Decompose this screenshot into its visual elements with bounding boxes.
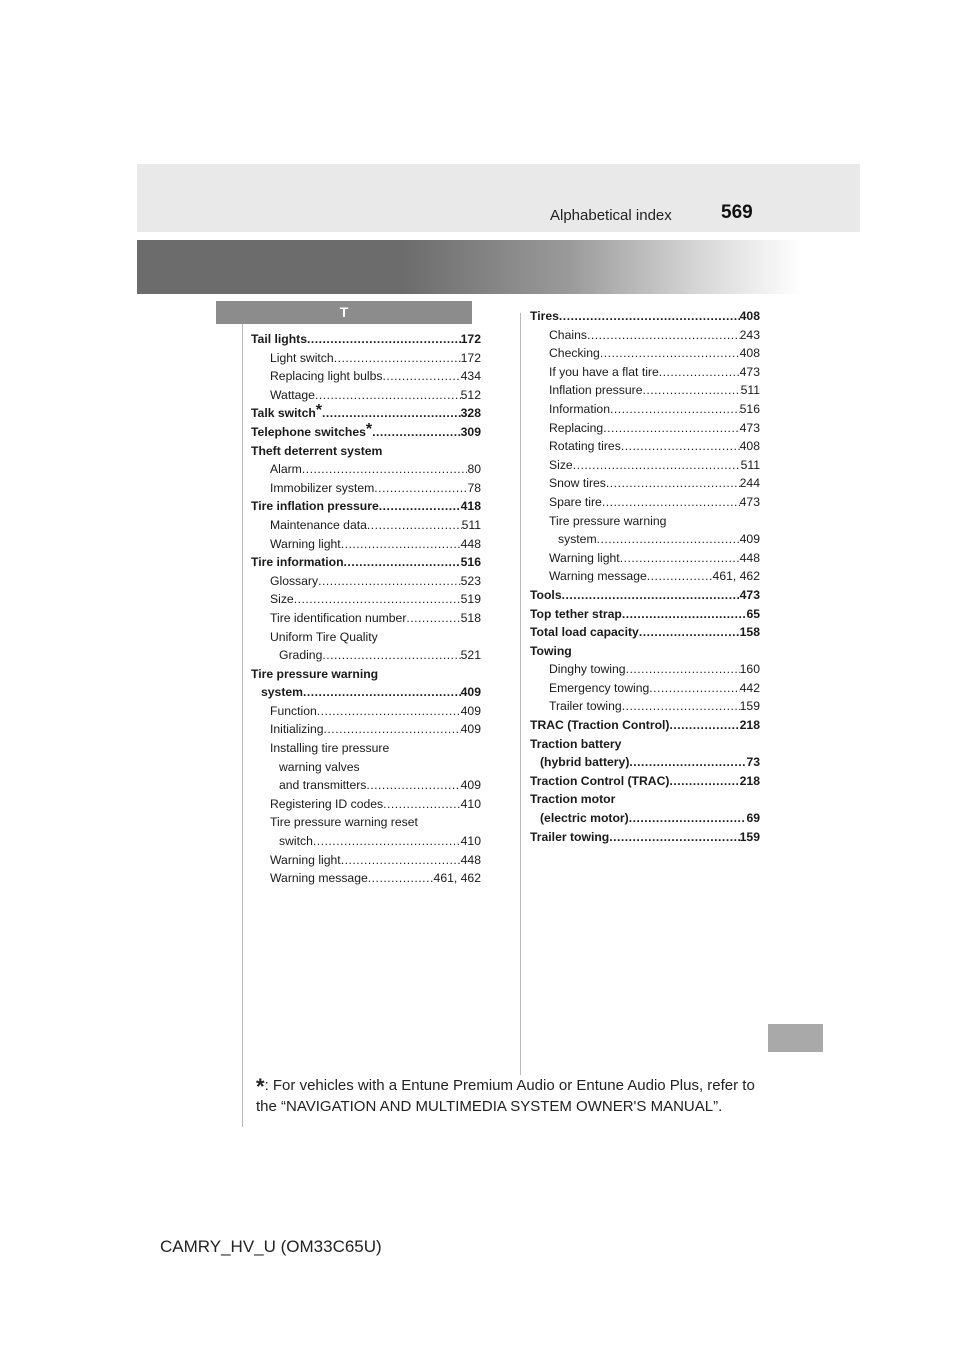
entry-label-text: Towing — [530, 643, 572, 658]
entry-label-text: Replacing light bulbs — [270, 369, 383, 384]
index-entry — [530, 642, 760, 661]
leader-dots — [307, 330, 461, 349]
entry-label-text: Maintenance data — [270, 517, 367, 532]
entry-page: 410 — [460, 796, 481, 811]
entry-label — [270, 572, 318, 591]
index-column-left — [251, 330, 481, 888]
entry-label — [279, 758, 360, 777]
entry-label — [549, 474, 606, 493]
entry-label-text: warning valves — [279, 759, 360, 774]
entry-label — [251, 497, 379, 516]
leader-dots — [378, 665, 481, 684]
entry-page: 461, 462 — [433, 871, 481, 886]
leader-dots — [383, 795, 461, 814]
entry-label-text: Tools — [530, 587, 562, 602]
index-entry — [530, 400, 760, 419]
leader-dots — [610, 400, 740, 419]
leader-dots — [629, 809, 747, 828]
entry-page: 448 — [460, 852, 481, 867]
entry-page: 243 — [739, 327, 760, 342]
footnote-marker: * — [315, 402, 323, 420]
entry-label — [270, 869, 368, 888]
entry-label — [549, 697, 622, 716]
index-entry — [530, 679, 760, 698]
index-entry — [251, 535, 481, 554]
entry-label-text: Chains — [549, 327, 587, 342]
leader-dots — [360, 758, 481, 777]
entry-label-text: Inflation pressure — [549, 383, 643, 398]
index-entry — [251, 420, 481, 442]
entry-label-text: Traction Control (TRAC) — [530, 773, 670, 788]
entry-label — [530, 716, 669, 735]
entry-label-text: Trailer towing — [549, 699, 622, 714]
entry-page: 518 — [460, 610, 481, 625]
leader-dots — [318, 572, 461, 591]
entry-label-text: Snow tires — [549, 476, 606, 491]
entry-page: 516 — [739, 401, 760, 416]
entry-page: 328 — [460, 406, 481, 421]
entry-label — [549, 326, 587, 345]
index-entry — [530, 772, 760, 791]
leader-dots — [367, 516, 462, 535]
entry-page: 511 — [461, 517, 481, 532]
entry-page: 512 — [460, 387, 481, 402]
entry-label-text: Initializing — [270, 722, 324, 737]
leader-dots — [609, 828, 739, 847]
index-entry — [530, 828, 760, 847]
entry-page: 523 — [460, 573, 481, 588]
index-entry — [251, 572, 481, 591]
entry-label-text: Theft deterrent system — [251, 443, 383, 458]
leader-dots — [629, 753, 746, 772]
entry-page: 159 — [739, 829, 760, 844]
entry-label-text: TRAC (Traction Control) — [530, 718, 670, 733]
entry-label-text: Total load capacity — [530, 625, 639, 640]
entry-label-text: Warning light — [270, 536, 341, 551]
entry-label — [530, 605, 622, 624]
page-number: 569 — [721, 202, 753, 223]
index-entry — [251, 832, 481, 851]
index-entry — [530, 493, 760, 512]
leader-dots — [334, 349, 461, 368]
entry-label-text: Tire pressure warning — [549, 513, 667, 528]
footnote-star: * — [256, 1074, 265, 1099]
leader-dots — [647, 567, 713, 586]
model-code: CAMRY_HV_U (OM33C65U) — [160, 1237, 382, 1256]
entry-label-text: and transmitters — [279, 778, 367, 793]
entry-label — [549, 679, 649, 698]
entry-label — [530, 623, 639, 642]
index-entry — [251, 553, 481, 572]
entry-page: 172 — [460, 350, 481, 365]
leader-dots — [562, 586, 740, 605]
entry-label — [251, 665, 378, 684]
entry-label-text: Function — [270, 703, 317, 718]
entry-label — [270, 739, 389, 758]
leader-dots — [621, 437, 740, 456]
index-entry — [251, 813, 481, 832]
entry-label-text: Glossary — [270, 573, 319, 588]
entry-label — [270, 535, 341, 554]
entry-label — [549, 549, 620, 568]
entry-label — [270, 479, 374, 498]
section-letter-bar: T — [216, 301, 472, 324]
index-entry — [251, 590, 481, 609]
entry-label-text: Dinghy towing — [549, 662, 626, 677]
entry-page: 244 — [739, 476, 760, 491]
entry-label-text: Registering ID codes — [270, 796, 384, 811]
entry-label — [270, 367, 382, 386]
entry-label — [549, 381, 643, 400]
index-entry — [251, 367, 481, 386]
entry-label — [270, 386, 315, 405]
footnote-marker: * — [365, 420, 373, 438]
entry-label — [540, 809, 629, 828]
entry-page: 158 — [739, 625, 760, 640]
index-entry — [530, 605, 760, 624]
index-entry — [530, 456, 760, 475]
entry-label — [270, 628, 378, 647]
leader-dots — [406, 609, 460, 628]
entry-label — [261, 683, 303, 702]
entry-page: 218 — [739, 773, 760, 788]
entry-label-text: Trailer towing — [530, 829, 610, 844]
leader-dots — [322, 646, 460, 665]
entry-label-text: Traction battery — [530, 736, 622, 751]
leader-dots — [603, 419, 739, 438]
leader-dots — [573, 456, 741, 475]
entry-page: 408 — [739, 309, 760, 323]
leader-dots — [366, 776, 460, 795]
entry-page: 442 — [739, 680, 760, 695]
index-entry — [530, 419, 760, 438]
index-entry — [251, 349, 481, 368]
entry-label — [549, 437, 621, 456]
index-entry — [530, 567, 760, 586]
index-entry — [530, 753, 760, 772]
entry-label — [279, 776, 366, 795]
entry-page: 409 — [460, 685, 481, 700]
index-entry — [251, 479, 481, 498]
entry-label-text: Checking — [549, 346, 600, 361]
entry-label — [251, 330, 307, 349]
entry-page: 159 — [739, 699, 760, 714]
entry-page: 409 — [460, 778, 481, 793]
entry-page: 409 — [460, 722, 481, 737]
entry-page: 418 — [460, 499, 481, 514]
entry-page: 511 — [740, 383, 760, 398]
index-entry — [530, 381, 760, 400]
leader-dots — [621, 735, 760, 754]
leader-dots — [313, 832, 461, 851]
leader-dots — [303, 683, 461, 702]
entry-label — [251, 404, 322, 423]
entry-label — [549, 400, 610, 419]
entry-label — [549, 512, 666, 531]
leader-dots — [639, 623, 740, 642]
entry-label-text: (electric motor) — [540, 811, 629, 826]
entry-page: 473 — [739, 587, 760, 602]
entry-label — [540, 753, 629, 772]
index-entry — [251, 776, 481, 795]
entry-label-text: Uniform Tire Quality — [270, 629, 378, 644]
index-entry — [251, 702, 481, 721]
index-entry — [530, 809, 760, 828]
footnote — [256, 1076, 756, 1117]
entry-page: 409 — [739, 532, 760, 547]
entry-label-text: Rotating tires — [549, 439, 621, 454]
entry-page: 172 — [460, 332, 481, 346]
index-entry — [530, 512, 760, 531]
entry-page: 309 — [460, 424, 481, 439]
entry-page: 160 — [739, 662, 760, 677]
index-entry — [251, 851, 481, 870]
entry-label-text: Replacing — [549, 420, 604, 435]
entry-label — [270, 516, 367, 535]
entry-page: 408 — [739, 346, 760, 361]
entry-label — [251, 553, 344, 572]
leader-dots — [418, 813, 481, 832]
leader-dots — [389, 739, 481, 758]
entry-label — [530, 642, 572, 661]
leader-dots — [378, 628, 481, 647]
leader-dots — [572, 642, 760, 661]
index-entry — [530, 586, 760, 605]
leader-dots — [559, 307, 740, 326]
index-entry — [251, 497, 481, 516]
entry-page: 434 — [460, 369, 481, 384]
entry-label — [549, 567, 647, 586]
index-entry — [251, 460, 481, 479]
index-entry — [530, 660, 760, 679]
entry-label — [270, 590, 294, 609]
entry-label-text: Top tether strap — [530, 606, 622, 621]
index-entry — [251, 720, 481, 739]
entry-label-text: Spare tire — [549, 494, 602, 509]
index-entry — [530, 326, 760, 345]
entry-label-text: Tire pressure warning — [251, 666, 379, 681]
entry-page: 448 — [739, 550, 760, 565]
leader-dots — [322, 404, 461, 423]
entry-label-text: Warning light — [270, 852, 341, 867]
entry-page: 461, 462 — [712, 569, 760, 584]
entry-page: 519 — [460, 592, 481, 607]
entry-label-text: Tires — [530, 309, 559, 323]
entry-page: 521 — [460, 648, 481, 663]
entry-page: 80 — [467, 462, 481, 477]
index-entry — [530, 735, 760, 754]
entry-label — [251, 442, 382, 461]
index-entry — [530, 437, 760, 456]
entry-label — [270, 349, 334, 368]
entry-page: 448 — [460, 536, 481, 551]
entry-label-text: Tire information — [251, 555, 344, 570]
leader-dots — [615, 790, 760, 809]
entry-label-text: Size — [549, 457, 573, 472]
left-rule — [242, 324, 243, 1127]
leader-dots — [620, 549, 740, 568]
leader-dots — [606, 474, 740, 493]
leader-dots — [602, 493, 740, 512]
leader-dots — [649, 679, 739, 698]
index-entry — [251, 330, 481, 349]
leader-dots — [294, 590, 461, 609]
entry-page: 409 — [460, 703, 481, 718]
entry-label — [530, 307, 559, 326]
entry-label — [530, 790, 615, 809]
entry-label — [270, 720, 324, 739]
entry-label — [530, 828, 609, 847]
index-entry — [530, 716, 760, 735]
entry-label-text: Warning message — [270, 871, 368, 886]
entry-label-text: Installing tire pressure — [270, 741, 390, 756]
page-title: Alphabetical index — [550, 207, 672, 224]
entry-page: 73 — [746, 755, 760, 770]
index-entry — [251, 665, 481, 684]
leader-dots — [659, 363, 740, 382]
entry-label — [549, 363, 659, 382]
entry-label-text: Alarm — [270, 462, 302, 477]
entry-label-text: system — [261, 685, 304, 700]
entry-page: 473 — [739, 364, 760, 379]
entry-label-text: switch — [279, 834, 313, 849]
entry-page: 218 — [739, 718, 760, 733]
index-entry — [251, 442, 481, 461]
entry-label — [530, 586, 562, 605]
entry-page: 65 — [746, 606, 760, 621]
entry-label-text: Talk switch — [251, 406, 316, 421]
entry-label-text: Warning message — [549, 569, 647, 584]
entry-page: 408 — [739, 439, 760, 454]
index-entry — [251, 386, 481, 405]
leader-dots — [666, 512, 760, 531]
index-entry — [530, 549, 760, 568]
leader-dots — [669, 772, 739, 791]
leader-dots — [324, 720, 461, 739]
leader-dots — [368, 869, 434, 888]
entry-label — [279, 832, 313, 851]
entry-label-text: system — [558, 532, 597, 547]
entry-label — [279, 646, 322, 665]
index-entry — [530, 790, 760, 809]
leader-dots — [341, 851, 461, 870]
leader-dots — [344, 553, 461, 572]
index-entry — [530, 307, 760, 326]
entry-label-text: Grading — [279, 648, 323, 663]
entry-label — [270, 702, 317, 721]
index-entry — [251, 683, 481, 702]
entry-label-text: Wattage — [270, 387, 315, 402]
leader-dots — [315, 386, 461, 405]
index-entry — [251, 628, 481, 647]
entry-label-text: Tire identification number — [270, 610, 407, 625]
index-entry — [530, 363, 760, 382]
leader-dots — [643, 381, 741, 400]
index-entry — [251, 739, 481, 758]
entry-label-text: Telephone switches — [251, 424, 366, 439]
entry-label — [530, 735, 621, 754]
leader-dots — [374, 479, 467, 498]
leader-dots — [379, 497, 461, 516]
entry-label-text: Tail lights — [251, 332, 307, 346]
entry-label — [549, 419, 603, 438]
entry-label — [270, 813, 418, 832]
leader-dots — [669, 716, 739, 735]
column-divider — [520, 313, 521, 1075]
entry-label — [270, 460, 302, 479]
entry-label — [251, 420, 373, 442]
entry-page: 516 — [460, 555, 481, 570]
entry-label-text: Light switch — [270, 350, 334, 365]
leader-dots — [587, 326, 740, 345]
index-entry — [251, 609, 481, 628]
thumb-tab — [768, 1024, 823, 1052]
entry-label — [270, 795, 383, 814]
leader-dots — [600, 344, 740, 363]
index-entry — [530, 623, 760, 642]
entry-page: 511 — [740, 457, 760, 472]
entry-label — [270, 851, 341, 870]
entry-label-text: Tire pressure warning reset — [270, 815, 418, 830]
leader-dots — [302, 460, 468, 479]
entry-page: 473 — [739, 494, 760, 509]
entry-label — [549, 660, 626, 679]
index-entry — [530, 344, 760, 363]
entry-label — [549, 344, 600, 363]
index-entry — [251, 869, 481, 888]
leader-dots — [597, 530, 740, 549]
entry-label-text: Emergency towing — [549, 680, 650, 695]
index-entry — [251, 795, 481, 814]
index-entry — [530, 474, 760, 493]
entry-label — [530, 772, 669, 791]
entry-label — [549, 493, 602, 512]
leader-dots — [622, 605, 747, 624]
index-entry — [251, 758, 481, 777]
entry-label — [270, 609, 406, 628]
leader-dots — [317, 702, 461, 721]
leader-dots — [372, 423, 461, 442]
leader-dots — [622, 697, 740, 716]
entry-page: 69 — [746, 811, 760, 826]
entry-label — [549, 456, 573, 475]
leader-dots — [382, 442, 481, 461]
footnote-text: : For vehicles with a Entune Premium Audio or Entune Audio Plus, refer to the “NAVIGATION AND MULTIMEDIA SYSTEM OWNER'S MANUAL”. — [256, 1077, 755, 1115]
entry-label-text: Immobilizer system — [270, 480, 375, 495]
index-entry — [251, 516, 481, 535]
entry-label — [558, 530, 597, 549]
index-entry — [251, 646, 481, 665]
gradient-banner — [137, 240, 802, 294]
entry-page: 473 — [739, 420, 760, 435]
leader-dots — [382, 367, 460, 386]
index-column-right — [530, 307, 760, 846]
entry-label-text: Warning light — [549, 550, 620, 565]
entry-label-text: If you have a flat tire — [549, 364, 659, 379]
leader-dots — [626, 660, 740, 679]
entry-label-text: Tire inflation pressure — [251, 499, 379, 514]
entry-page: 78 — [467, 480, 481, 495]
entry-label-text: Traction motor — [530, 792, 616, 807]
index-entry — [530, 530, 760, 549]
entry-page: 410 — [460, 834, 481, 849]
index-entry — [530, 697, 760, 716]
entry-label-text: Information — [549, 401, 610, 416]
entry-label-text: Size — [270, 592, 294, 607]
leader-dots — [341, 535, 461, 554]
entry-label-text: (hybrid battery) — [540, 755, 630, 770]
